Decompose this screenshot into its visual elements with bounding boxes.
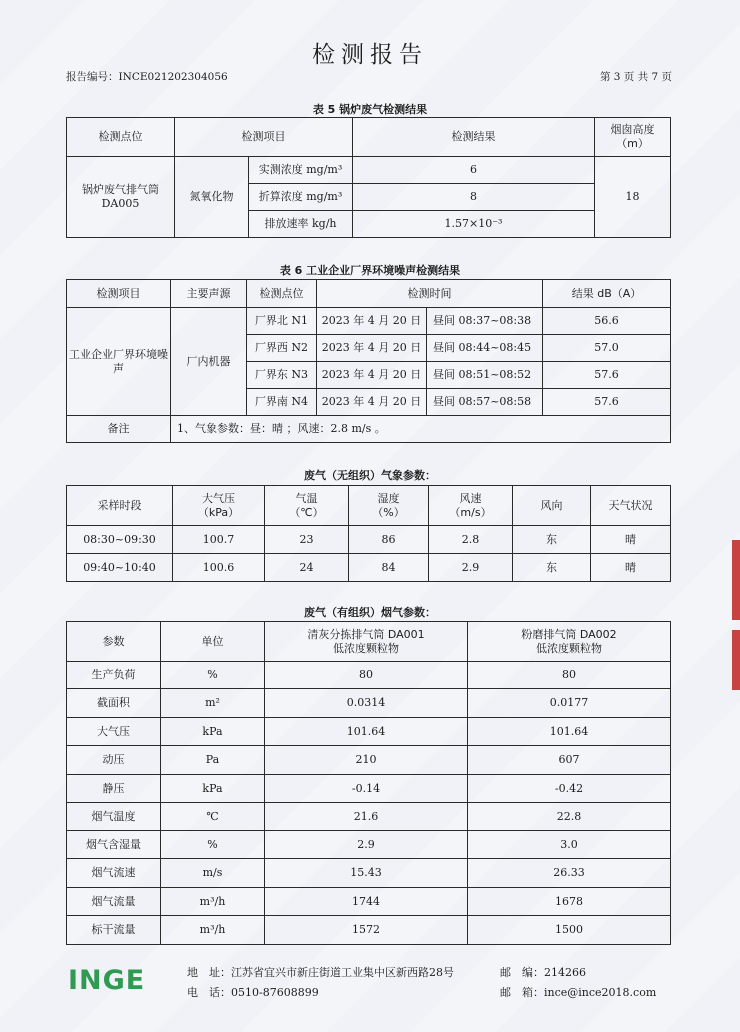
weather-sky: 晴 — [591, 526, 671, 554]
table6-date: 2023 年 4 月 20 日 — [317, 308, 427, 335]
table6-point: 厂界北 N1 — [247, 308, 317, 335]
table6-header: 主要声源 — [171, 280, 247, 308]
table5-result: 8 — [353, 184, 595, 211]
weather-header: 风速 （m/s） — [429, 486, 513, 526]
table6-caption: 表 6 工业企业厂界环境噪声检测结果 — [279, 264, 461, 277]
table6-date: 2023 年 4 月 20 日 — [317, 362, 427, 389]
flue-unit: % — [161, 831, 265, 859]
table6-header: 检测时间 — [317, 280, 543, 308]
table6-item: 工业企业厂界环境噪声 — [67, 308, 171, 416]
table6-point: 厂界东 N3 — [247, 362, 317, 389]
page-title: 检测报告 — [312, 42, 428, 68]
table6-remark: 1、气象参数：昼：晴 ；风速：2.8 m/s 。 — [171, 416, 671, 443]
table6-point: 厂界南 N4 — [247, 389, 317, 416]
table6-result: 56.6 — [543, 308, 671, 335]
table5-header: 检测点位 — [67, 118, 175, 157]
weather-caption: 废气（无组织）气象参数： — [304, 469, 436, 482]
table6-result: 57.6 — [543, 362, 671, 389]
flue-unit: m³/h — [161, 888, 265, 916]
weather-header: 风向 — [513, 486, 591, 526]
weather-humidity: 86 — [349, 526, 429, 554]
flue-unit: % — [161, 662, 265, 689]
flue-value-da002: -0.42 — [468, 775, 671, 803]
flue-unit: Pa — [161, 746, 265, 775]
table6 — [66, 279, 671, 443]
flue-value-da002: 1678 — [468, 888, 671, 916]
flue-header: 清灰分拣排气筒 DA001 低浓度颗粒物 — [265, 622, 468, 662]
table6-point: 厂界西 N2 — [247, 335, 317, 362]
table6-time: 昼间 08:44~08:45 — [427, 335, 543, 362]
weather-header: 湿度 （%） — [349, 486, 429, 526]
table5-result: 6 — [353, 157, 595, 184]
table6-result: 57.0 — [543, 335, 671, 362]
flue-value-da002: 1500 — [468, 916, 671, 945]
flue-param: 动压 — [67, 746, 161, 775]
footer-postcode: 邮 编：214266 — [500, 966, 586, 979]
flue-value-da002: 80 — [468, 662, 671, 689]
flue-param: 静压 — [67, 775, 161, 803]
flue-value-da001: 101.64 — [265, 718, 468, 746]
flue-param: 截面积 — [67, 689, 161, 718]
weather-temp: 23 — [265, 526, 349, 554]
company-logo — [68, 962, 158, 996]
table6-date: 2023 年 4 月 20 日 — [317, 335, 427, 362]
flue-value-da001: 1744 — [265, 888, 468, 916]
weather-wind-dir: 东 — [513, 554, 591, 582]
flue-value-da002: 0.0177 — [468, 689, 671, 718]
flue-value-da001: 210 — [265, 746, 468, 775]
weather-period: 09:40~10:40 — [67, 554, 173, 582]
flue-param: 烟气含湿量 — [67, 831, 161, 859]
logo-text: INGE — [68, 965, 146, 996]
table6-header: 检测点位 — [247, 280, 317, 308]
table6-date: 2023 年 4 月 20 日 — [317, 389, 427, 416]
table5-result: 1.57×10⁻³ — [353, 211, 595, 238]
flue-unit: kPa — [161, 775, 265, 803]
flue-value-da002: 607 — [468, 746, 671, 775]
flue-value-da001: 0.0314 — [265, 689, 468, 718]
flue-unit: ℃ — [161, 803, 265, 831]
weather-wind-dir: 东 — [513, 526, 591, 554]
flue-table — [66, 621, 671, 945]
weather-humidity: 84 — [349, 554, 429, 582]
table5-header: 检测结果 — [353, 118, 595, 157]
table5-pollutant: 氮氧化物 — [175, 157, 249, 238]
weather-sky: 晴 — [591, 554, 671, 582]
table6-source: 厂内机器 — [171, 308, 247, 416]
flue-value-da002: 101.64 — [468, 718, 671, 746]
weather-header: 大气压 （kPa） — [173, 486, 265, 526]
flue-header: 粉磨排气筒 DA002 低浓度颗粒物 — [468, 622, 671, 662]
flue-param: 烟气流速 — [67, 859, 161, 888]
table5 — [66, 117, 671, 238]
flue-unit: kPa — [161, 718, 265, 746]
weather-pressure: 100.7 — [173, 526, 265, 554]
seal-edge-mark — [732, 630, 740, 690]
table6-time: 昼间 08:51~08:52 — [427, 362, 543, 389]
weather-period: 08:30~09:30 — [67, 526, 173, 554]
flue-value-da001: 80 — [265, 662, 468, 689]
flue-value-da001: 15.43 — [265, 859, 468, 888]
table6-result: 57.6 — [543, 389, 671, 416]
flue-param: 标干流量 — [67, 916, 161, 945]
weather-header: 天气状况 — [591, 486, 671, 526]
weather-temp: 24 — [265, 554, 349, 582]
table6-time: 昼间 08:57~08:58 — [427, 389, 543, 416]
flue-header: 参数 — [67, 622, 161, 662]
flue-unit: m² — [161, 689, 265, 718]
table5-item: 实测浓度 mg/m³ — [249, 157, 353, 184]
flue-unit: m/s — [161, 859, 265, 888]
table6-time: 昼间 08:37~08:38 — [427, 308, 543, 335]
flue-param: 烟气温度 — [67, 803, 161, 831]
flue-value-da002: 26.33 — [468, 859, 671, 888]
table5-point: 锅炉废气排气筒 DA005 — [67, 157, 175, 238]
weather-wind-speed: 2.9 — [429, 554, 513, 582]
report-number: 报告编号：INCE021202304056 — [66, 71, 228, 83]
weather-wind-speed: 2.8 — [429, 526, 513, 554]
flue-param: 大气压 — [67, 718, 161, 746]
flue-value-da002: 3.0 — [468, 831, 671, 859]
flue-header: 单位 — [161, 622, 265, 662]
flue-value-da001: 1572 — [265, 916, 468, 945]
table6-header: 结果 dB（A） — [543, 280, 671, 308]
table5-header: 检测项目 — [175, 118, 353, 157]
flue-caption: 废气（有组织）烟气参数： — [304, 606, 436, 619]
flue-value-da002: 22.8 — [468, 803, 671, 831]
table6-header: 检测项目 — [67, 280, 171, 308]
footer-email: 邮 箱：ince@ince2018.com — [500, 986, 657, 999]
flue-value-da001: -0.14 — [265, 775, 468, 803]
flue-value-da001: 21.6 — [265, 803, 468, 831]
weather-pressure: 100.6 — [173, 554, 265, 582]
flue-value-da001: 2.9 — [265, 831, 468, 859]
footer-phone: 电 话：0510-87608899 — [187, 986, 319, 999]
table5-item: 折算浓度 mg/m³ — [249, 184, 353, 211]
table5-item: 排放速率 kg/h — [249, 211, 353, 238]
table5-header: 烟囱高度（m） — [595, 118, 671, 157]
table5-caption: 表 5 锅炉废气检测结果 — [312, 103, 428, 116]
flue-param: 生产负荷 — [67, 662, 161, 689]
weather-table — [66, 485, 671, 582]
page-number: 第 3 页 共 7 页 — [599, 71, 672, 83]
table6-remark-label: 备注 — [67, 416, 171, 443]
weather-header: 气温 （℃） — [265, 486, 349, 526]
flue-unit: m³/h — [161, 916, 265, 945]
weather-header: 采样时段 — [67, 486, 173, 526]
flue-param: 烟气流量 — [67, 888, 161, 916]
table5-height: 18 — [595, 157, 671, 238]
footer-address: 地 址：江苏省宜兴市新庄街道工业集中区新西路28号 — [187, 966, 454, 979]
